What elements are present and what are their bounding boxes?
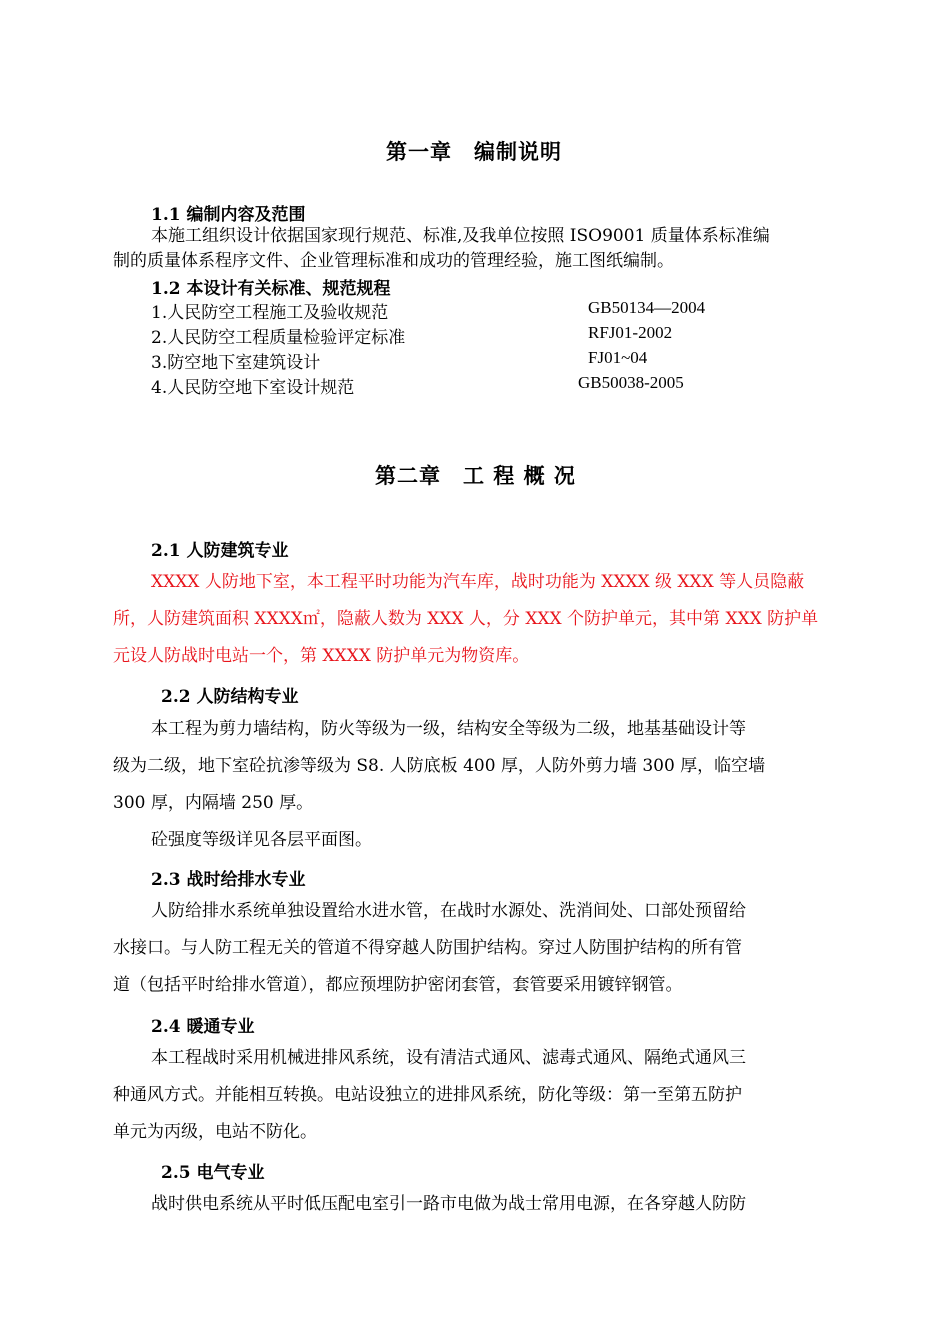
chapter-1-title-text: 第一章 编制说明: [386, 139, 562, 164]
section-2-3-line-2: 水接口。与人防工程无关的管道不得穿越人防围护结构。穿过人防围护结构的所有管: [113, 938, 742, 958]
section-1-1-body: [151, 224, 770, 249]
section-2-1-line-2: 所，人防建筑面积 XXXX㎡，隐蔽人数为 XXX 人，分 XXX 个防护单元，其中第 XXX 防护单: [113, 609, 819, 629]
chapter-2-title-text: 第二章 工 程 概 况: [375, 463, 576, 488]
standard-code: GB50134—2004: [588, 298, 706, 317]
chapter-1-title: [386, 136, 562, 166]
standard-name: 3.防空地下室建筑设计: [151, 353, 321, 373]
standard-name: 1.人民防空工程施工及验收规范: [151, 303, 389, 323]
section-2-4-heading: 2.4 暖通专业: [151, 1017, 255, 1037]
section-2-4-line-2: 种通风方式。并能相互转换。电站设独立的进排风系统，防化等级：第一至第五防护: [113, 1085, 742, 1105]
section-2-3-line-3: 道（包括平时给排水管道），都应预埋防护密闭套管，套管要采用镀锌钢管。: [113, 975, 683, 995]
section-2-1-line-3: 元设人防战时电站一个，第 XXXX 防护单元为物资库。: [113, 646, 530, 666]
section-2-4-body: [113, 1040, 746, 1151]
standard-code: GB50038-2005: [578, 373, 684, 392]
section-2-2-line-2: 级为二级，地下室砼抗渗等级为 S8. 人防底板 400 厚，人防外剪力墙 300 厚，临空墙: [113, 756, 766, 776]
section-2-5-body: [113, 1186, 746, 1223]
section-2-2-body: [113, 711, 765, 859]
standard-name: 2.人民防空工程质量检验评定标准: [151, 328, 406, 348]
section-2-1-heading: 2.1 人防建筑专业: [151, 541, 289, 561]
section-2-2-heading: 2.2 人防结构专业: [161, 687, 299, 707]
section-1-1-line-1: 本施工组织设计依据国家现行规范、标准,及我单位按照 ISO9001 质量体系标准编: [151, 226, 770, 246]
section-2-1-body: [113, 564, 818, 675]
section-2-3-heading: 2.3 战时给排水专业: [151, 870, 306, 890]
section-2-1-line-1: XXXX 人防地下室，本工程平时功能为汽车库，战时功能为 XXXX 级 XXX 等人员隐蔽: [151, 572, 805, 592]
section-2-3-body: [113, 893, 746, 1004]
chapter-2-title: [375, 460, 576, 490]
section-2-4-line-1: 本工程战时采用机械进排风系统，设有清洁式通风、滤毒式通风、隔绝式通风三: [151, 1048, 746, 1068]
section-2-3-line-1: 人防给排水系统单独设置给水进水管，在战时水源处、洗消间处、口部处预留给: [151, 901, 746, 921]
section-1-1-body-cont: [113, 249, 674, 274]
standard-name: 4.人民防空地下室设计规范: [151, 378, 355, 398]
section-2-2-line-1: 本工程为剪力墙结构，防火等级为一级，结构安全等级为二级，地基基础设计等: [151, 719, 746, 739]
section-1-1-line-2: 制的质量体系程序文件、企业管理标准和成功的管理经验，施工图纸编制。: [113, 251, 674, 271]
section-1-2-heading: 1.2 本设计有关标准、规范规程: [151, 279, 391, 299]
section-2-2-line-3: 300 厚，内隔墙 250 厚。: [113, 793, 314, 813]
standard-code: RFJ01-2002: [588, 323, 673, 342]
section-2-2-line-4: 砼强度等级详见各层平面图。: [151, 830, 372, 850]
section-1-1-heading: 1.1 编制内容及范围: [151, 205, 306, 225]
section-2-4-line-3: 单元为丙级，电站不防化。: [113, 1122, 317, 1142]
standard-code: FJ01~04: [588, 348, 648, 367]
section-2-5-heading: 2.5 电气专业: [161, 1163, 265, 1183]
section-2-5-line-1: 战时供电系统从平时低压配电室引一路市电做为战士常用电源，在各穿越人防防: [151, 1194, 746, 1214]
